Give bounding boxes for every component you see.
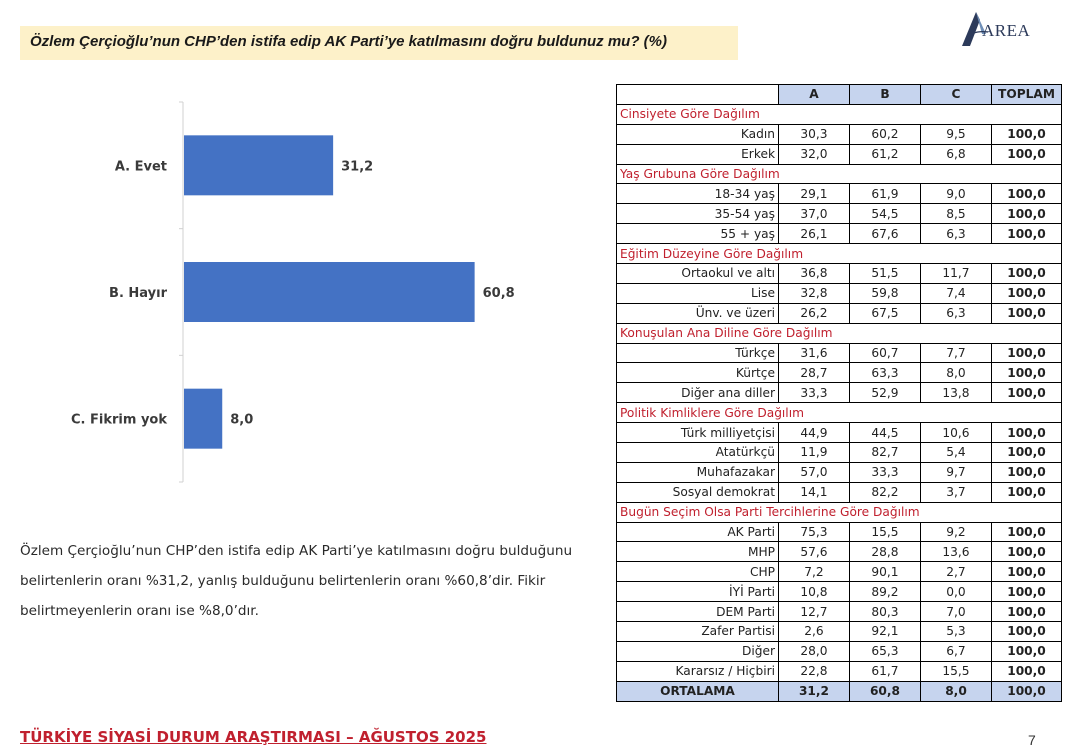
table-row-label: Kararsız / Hiçbiri bbox=[617, 661, 779, 681]
bar-chart bbox=[20, 90, 610, 490]
table-row-label: Kürtçe bbox=[617, 363, 779, 383]
table-cell: 92,1 bbox=[850, 622, 921, 642]
table-cell: 32,8 bbox=[779, 283, 850, 303]
table-cell: 100,0 bbox=[992, 542, 1062, 562]
table-row bbox=[617, 622, 1062, 642]
page-number: 7 bbox=[1028, 732, 1036, 748]
table-cell: 60,2 bbox=[850, 124, 921, 144]
chart-value-label: 8,0 bbox=[230, 412, 254, 428]
table-cell: 9,7 bbox=[921, 462, 992, 482]
table-cell: 32,0 bbox=[779, 144, 850, 164]
table-row-label: Sosyal demokrat bbox=[617, 482, 779, 502]
table-row-label: İYİ Parti bbox=[617, 582, 779, 602]
table-cell: 11,7 bbox=[921, 264, 992, 284]
table-cell: 100,0 bbox=[992, 641, 1062, 661]
table-row bbox=[617, 542, 1062, 562]
table-cell: 6,8 bbox=[921, 144, 992, 164]
table-group-title: Bugün Seçim Olsa Parti Tercihlerine Göre Dağılım bbox=[617, 502, 1062, 522]
table-cell: 100,0 bbox=[992, 303, 1062, 323]
table-row bbox=[617, 303, 1062, 323]
table-cell: 33,3 bbox=[850, 462, 921, 482]
table-cell: 100,0 bbox=[992, 283, 1062, 303]
table-cell: 61,7 bbox=[850, 661, 921, 681]
table-cell: 8,0 bbox=[921, 363, 992, 383]
table-row bbox=[617, 482, 1062, 502]
table-row-label: Türkçe bbox=[617, 343, 779, 363]
table-cell: 31,6 bbox=[779, 343, 850, 363]
table-group-row bbox=[617, 323, 1062, 343]
table-row bbox=[617, 602, 1062, 622]
table-row bbox=[617, 124, 1062, 144]
table-row bbox=[617, 264, 1062, 284]
table-row-label: Erkek bbox=[617, 144, 779, 164]
table-average-cell: 60,8 bbox=[850, 681, 921, 701]
table-cell: 6,7 bbox=[921, 641, 992, 661]
table-row bbox=[617, 582, 1062, 602]
table-cell: 9,0 bbox=[921, 184, 992, 204]
table-header-row bbox=[617, 85, 1062, 105]
table-average-cell: 100,0 bbox=[992, 681, 1062, 701]
table-row bbox=[617, 343, 1062, 363]
table-cell: 44,9 bbox=[779, 423, 850, 443]
table-cell: 26,2 bbox=[779, 303, 850, 323]
table-row bbox=[617, 363, 1062, 383]
table-cell: 5,4 bbox=[921, 443, 992, 463]
table-group-title: Konuşulan Ana Diline Göre Dağılım bbox=[617, 323, 1062, 343]
table-average-cell: 31,2 bbox=[779, 681, 850, 701]
table-cell: 7,0 bbox=[921, 602, 992, 622]
table-cell: 65,3 bbox=[850, 641, 921, 661]
table-cell: 8,5 bbox=[921, 204, 992, 224]
table-cell: 9,2 bbox=[921, 522, 992, 542]
table-cell: 100,0 bbox=[992, 184, 1062, 204]
logo-text: AREA bbox=[982, 21, 1031, 40]
table-group-row bbox=[617, 502, 1062, 522]
table-cell: 57,6 bbox=[779, 542, 850, 562]
table-cell: 6,3 bbox=[921, 224, 992, 244]
table-group-title: Eğitim Düzeyine Göre Dağılım bbox=[617, 244, 1062, 264]
table-cell: 9,5 bbox=[921, 124, 992, 144]
table-group-title: Cinsiyete Göre Dağılım bbox=[617, 104, 1062, 124]
table-row bbox=[617, 383, 1062, 403]
table-cell: 2,7 bbox=[921, 562, 992, 582]
table-row bbox=[617, 423, 1062, 443]
table-row-label: Kadın bbox=[617, 124, 779, 144]
table-row-label: CHP bbox=[617, 562, 779, 582]
table-cell: 51,5 bbox=[850, 264, 921, 284]
table-header-cell bbox=[617, 85, 779, 105]
area-logo bbox=[960, 8, 1030, 48]
table-cell: 28,7 bbox=[779, 363, 850, 383]
table-cell: 12,7 bbox=[779, 602, 850, 622]
table-row-label: DEM Parti bbox=[617, 602, 779, 622]
table-cell: 100,0 bbox=[992, 264, 1062, 284]
table-average-cell: 8,0 bbox=[921, 681, 992, 701]
table-cell: 5,3 bbox=[921, 622, 992, 642]
table-cell: 100,0 bbox=[992, 602, 1062, 622]
table-group-title: Yaş Grubuna Göre Dağılım bbox=[617, 164, 1062, 184]
table-header-cell: TOPLAM bbox=[992, 85, 1062, 105]
table-row bbox=[617, 641, 1062, 661]
table-row bbox=[617, 283, 1062, 303]
table-header-cell: A bbox=[779, 85, 850, 105]
table-group-row bbox=[617, 244, 1062, 264]
table-row-label: Türk milliyetçisi bbox=[617, 423, 779, 443]
table-cell: 33,3 bbox=[779, 383, 850, 403]
table-cell: 100,0 bbox=[992, 144, 1062, 164]
table-cell: 15,5 bbox=[850, 522, 921, 542]
table-cell: 22,8 bbox=[779, 661, 850, 681]
chart-value-label: 60,8 bbox=[482, 286, 515, 301]
table-row-label: Lise bbox=[617, 283, 779, 303]
table-average-row bbox=[617, 681, 1062, 701]
table-group-row bbox=[617, 164, 1062, 184]
table-cell: 100,0 bbox=[992, 443, 1062, 463]
table-row-label: Diğer bbox=[617, 641, 779, 661]
table-cell: 100,0 bbox=[992, 423, 1062, 443]
table-row bbox=[617, 443, 1062, 463]
table-header-cell: C bbox=[921, 85, 992, 105]
table-cell: 15,5 bbox=[921, 661, 992, 681]
table-cell: 10,6 bbox=[921, 423, 992, 443]
table-header-cell: B bbox=[850, 85, 921, 105]
table-cell: 7,4 bbox=[921, 283, 992, 303]
table-cell: 13,8 bbox=[921, 383, 992, 403]
table-row-label: Ortaokul ve altı bbox=[617, 264, 779, 284]
table-cell: 67,6 bbox=[850, 224, 921, 244]
table-cell: 100,0 bbox=[992, 224, 1062, 244]
table-cell: 54,5 bbox=[850, 204, 921, 224]
table-row bbox=[617, 144, 1062, 164]
table-cell: 3,7 bbox=[921, 482, 992, 502]
table-cell: 36,8 bbox=[779, 264, 850, 284]
chart-category-label: C. Fikrim yok bbox=[71, 412, 167, 428]
table-cell: 59,8 bbox=[850, 283, 921, 303]
table-cell: 100,0 bbox=[992, 562, 1062, 582]
table-cell: 82,2 bbox=[850, 482, 921, 502]
table-cell: 2,6 bbox=[779, 622, 850, 642]
table-cell: 82,7 bbox=[850, 443, 921, 463]
table-cell: 52,9 bbox=[850, 383, 921, 403]
table-cell: 80,3 bbox=[850, 602, 921, 622]
table-cell: 100,0 bbox=[992, 482, 1062, 502]
table-cell: 100,0 bbox=[992, 661, 1062, 681]
table-cell: 100,0 bbox=[992, 522, 1062, 542]
table-row-label: Muhafazakar bbox=[617, 462, 779, 482]
table-cell: 57,0 bbox=[779, 462, 850, 482]
summary-text: Özlem Çerçioğlu’nun CHP’den istifa edip AK Parti’ye katılmasını doğru bulduğunu belirtenlerin oranı %31,2, yanlış bulduğunu belirtenlerin oranı %60,8’dir. Fikir belirtmeyenlerin oranı ise %8,0’dır. bbox=[20, 543, 573, 619]
chart-bar bbox=[184, 389, 222, 449]
table-cell: 28,0 bbox=[779, 641, 850, 661]
table-row-label: 55 + yaş bbox=[617, 224, 779, 244]
crosstab-table bbox=[616, 84, 1062, 702]
table-row-label: Atatürkçü bbox=[617, 443, 779, 463]
table-row bbox=[617, 204, 1062, 224]
table-cell: 67,5 bbox=[850, 303, 921, 323]
table-row-label: Zafer Partisi bbox=[617, 622, 779, 642]
table-cell: 6,3 bbox=[921, 303, 992, 323]
table-group-title: Politik Kimliklere Göre Dağılım bbox=[617, 403, 1062, 423]
table-cell: 63,3 bbox=[850, 363, 921, 383]
table-row bbox=[617, 224, 1062, 244]
table-row bbox=[617, 661, 1062, 681]
footer-title: TÜRKİYE SİYASİ DURUM ARAŞTIRMASI – AĞUSTOS 2025 bbox=[20, 728, 487, 746]
table-cell: 100,0 bbox=[992, 204, 1062, 224]
chart-bar bbox=[184, 262, 475, 322]
table-group-row bbox=[617, 104, 1062, 124]
table-row bbox=[617, 462, 1062, 482]
table-row-label: Diğer ana diller bbox=[617, 383, 779, 403]
chart-category-label: A. Evet bbox=[114, 159, 167, 175]
table-cell: 100,0 bbox=[992, 462, 1062, 482]
table-cell: 11,9 bbox=[779, 443, 850, 463]
table-cell: 37,0 bbox=[779, 204, 850, 224]
table-row bbox=[617, 522, 1062, 542]
table-cell: 26,1 bbox=[779, 224, 850, 244]
table-row-label: 35-54 yaş bbox=[617, 204, 779, 224]
table-cell: 0,0 bbox=[921, 582, 992, 602]
table-cell: 30,3 bbox=[779, 124, 850, 144]
table-row bbox=[617, 562, 1062, 582]
table-cell: 100,0 bbox=[992, 622, 1062, 642]
chart-category-label: B. Hayır bbox=[109, 286, 167, 301]
table-row-label: Ünv. ve üzeri bbox=[617, 303, 779, 323]
table-row-label: 18-34 yaş bbox=[617, 184, 779, 204]
table-cell: 61,2 bbox=[850, 144, 921, 164]
table-cell: 13,6 bbox=[921, 542, 992, 562]
table-group-row bbox=[617, 403, 1062, 423]
table-average-cell: ORTALAMA bbox=[617, 681, 779, 701]
table-cell: 100,0 bbox=[992, 343, 1062, 363]
chart-bar bbox=[184, 135, 333, 195]
table-cell: 60,7 bbox=[850, 343, 921, 363]
table-cell: 61,9 bbox=[850, 184, 921, 204]
table-row bbox=[617, 184, 1062, 204]
table-cell: 89,2 bbox=[850, 582, 921, 602]
table-cell: 7,2 bbox=[779, 562, 850, 582]
table-cell: 75,3 bbox=[779, 522, 850, 542]
table-cell: 100,0 bbox=[992, 582, 1062, 602]
table-cell: 14,1 bbox=[779, 482, 850, 502]
question-title: Özlem Çerçioğlu’nun CHP’den istifa edip AK Parti’ye katılmasını doğru buldunuz mu? (%) bbox=[20, 26, 738, 60]
table-row-label: AK Parti bbox=[617, 522, 779, 542]
table-cell: 100,0 bbox=[992, 124, 1062, 144]
table-cell: 90,1 bbox=[850, 562, 921, 582]
table-cell: 100,0 bbox=[992, 383, 1062, 403]
table-row-label: MHP bbox=[617, 542, 779, 562]
table-cell: 44,5 bbox=[850, 423, 921, 443]
table-cell: 28,8 bbox=[850, 542, 921, 562]
table-cell: 7,7 bbox=[921, 343, 992, 363]
table-cell: 10,8 bbox=[779, 582, 850, 602]
table-cell: 29,1 bbox=[779, 184, 850, 204]
table-cell: 100,0 bbox=[992, 363, 1062, 383]
chart-value-label: 31,2 bbox=[341, 159, 374, 175]
